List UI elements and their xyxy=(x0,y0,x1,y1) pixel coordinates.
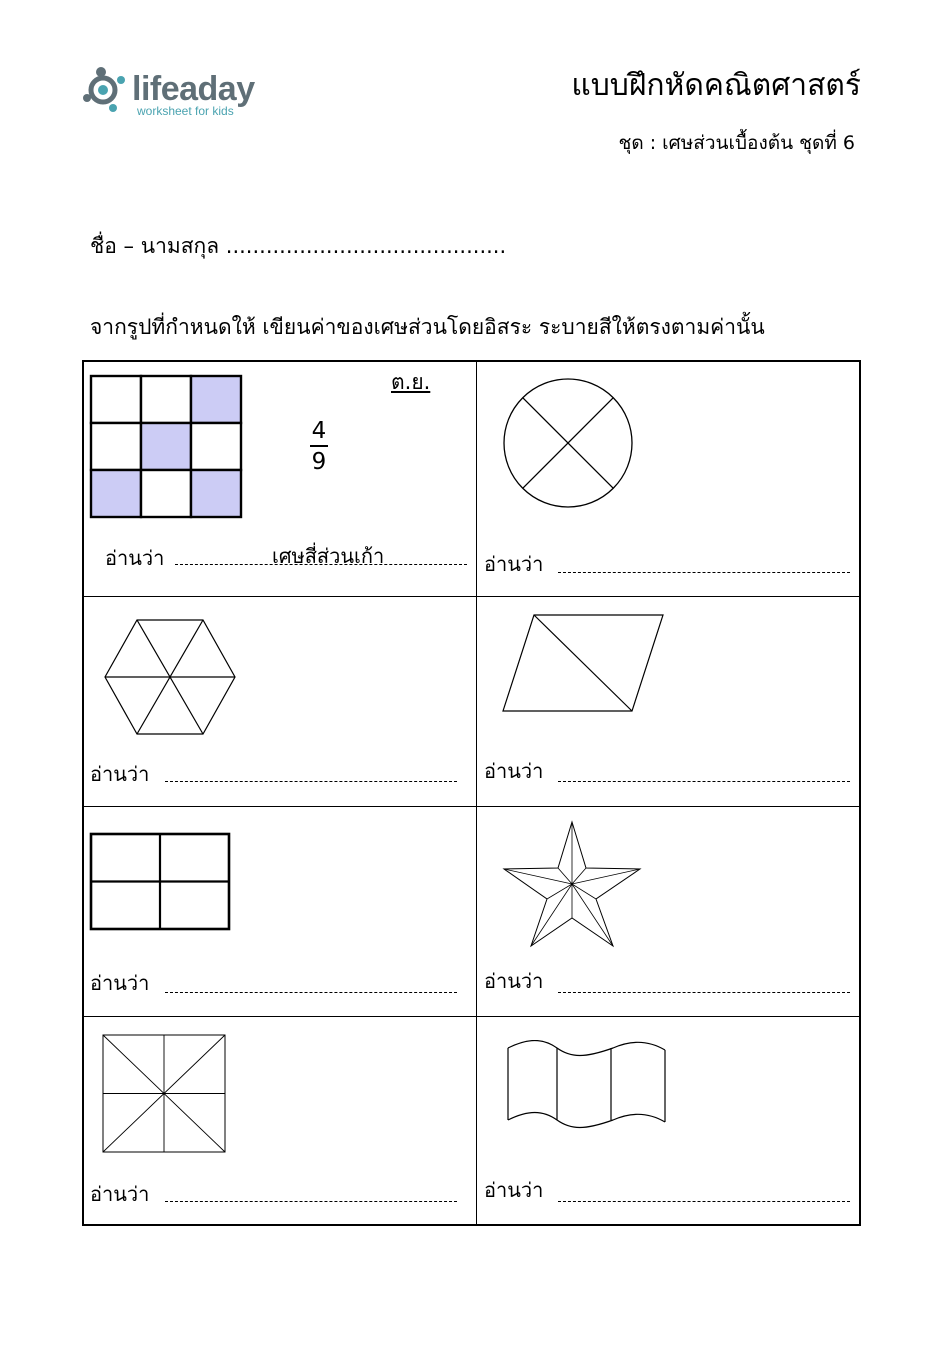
logo-tagline: worksheet for kids xyxy=(137,104,234,118)
example-fraction xyxy=(310,417,328,477)
parallelogram-shape[interactable] xyxy=(500,612,666,714)
shaded-grid-cell[interactable] xyxy=(191,376,241,423)
shaded-grid-cell[interactable] xyxy=(141,423,191,470)
shaded-grid-cell[interactable] xyxy=(91,470,141,517)
answer-line[interactable] xyxy=(165,781,457,782)
instruction-text: จากรูปที่กำหนดให้ เขียนค่าของเศษส่วนโดยอิสระ ระบายสีให้ตรงตามค่านั้น xyxy=(90,315,765,339)
row-divider xyxy=(84,596,861,597)
rectangle-shape[interactable] xyxy=(89,832,233,932)
star-shape[interactable] xyxy=(500,818,644,950)
grid-cell[interactable] xyxy=(91,376,141,423)
logo-icon xyxy=(80,64,132,116)
answer-line[interactable] xyxy=(165,992,457,993)
answer-line[interactable] xyxy=(558,781,850,782)
shaded-grid-cell[interactable] xyxy=(191,470,241,517)
page-title: แบบฝึกหัดคณิตศาสตร์ xyxy=(571,68,861,103)
example-answer: เศษสี่ส่วนเก้า xyxy=(272,544,385,568)
fraction-denominator: 9 xyxy=(311,449,327,475)
grid-cell[interactable] xyxy=(191,423,241,470)
grid-cell[interactable] xyxy=(141,376,191,423)
read-label: อ่านว่า xyxy=(484,1178,544,1202)
column-divider xyxy=(476,362,477,1226)
fraction-numerator: 4 xyxy=(310,417,328,447)
grid-cell[interactable] xyxy=(141,470,191,517)
square-eight-parts-shape[interactable] xyxy=(101,1033,229,1155)
answer-line[interactable] xyxy=(558,572,850,573)
grid-cell[interactable] xyxy=(91,423,141,470)
read-label: อ่านว่า xyxy=(484,969,544,993)
logo-wordmark: lifeaday xyxy=(132,70,255,108)
example-square-grid[interactable] xyxy=(89,374,244,520)
worksheet-set: ชุด : เศษส่วนเบื้องต้น ชุดที่ 6 xyxy=(618,132,855,154)
row-divider xyxy=(84,806,861,807)
read-label: อ่านว่า xyxy=(105,546,165,570)
read-label: อ่านว่า xyxy=(484,552,544,576)
answer-line[interactable] xyxy=(558,992,850,993)
read-label: อ่านว่า xyxy=(90,1182,150,1206)
flag-shape[interactable] xyxy=(503,1040,669,1136)
read-label: อ่านว่า xyxy=(90,762,150,786)
read-label: อ่านว่า xyxy=(90,971,150,995)
answer-line[interactable] xyxy=(558,1201,850,1202)
circle-shape[interactable] xyxy=(500,376,636,510)
example-label: ต.ย. xyxy=(391,370,431,394)
read-label: อ่านว่า xyxy=(484,759,544,783)
student-name-field[interactable]: ชื่อ – นามสกุล .......................................... xyxy=(90,234,507,258)
row-divider xyxy=(84,1016,861,1017)
hexagon-shape[interactable] xyxy=(102,618,238,736)
answer-line[interactable] xyxy=(165,1201,457,1202)
